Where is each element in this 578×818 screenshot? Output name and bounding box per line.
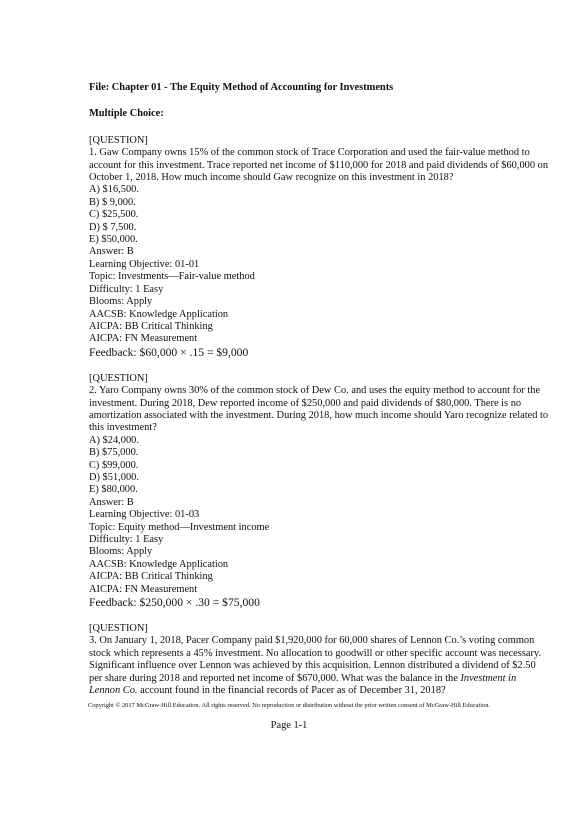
question-text-end: account found in the financial records of Pacer as of December 31, 2018? (137, 685, 446, 697)
answer-option-a: A) $24,000. (89, 434, 139, 446)
answer-key: Answer: B (89, 496, 134, 508)
feedback: Feedback: $60,000 × .15 = $9,000 (89, 345, 249, 359)
answer-key: Answer: B (89, 246, 134, 258)
section-heading: Multiple Choice: (89, 108, 164, 120)
aicpa-fn: AICPA: FN Measurement (89, 583, 198, 595)
answer-option-d: D) $ 7,500. (89, 221, 137, 233)
answer-option-d: D) $51,000. (89, 471, 139, 483)
account-name-italic: Investment in Lennon Co. (89, 672, 517, 697)
topic: Topic: Equity method—Investment income (89, 521, 270, 533)
topic: Topic: Investments—Fair-value method (89, 271, 255, 283)
feedback: Feedback: $250,000 × .30 = $75,000 (89, 596, 260, 610)
question-block-1 (89, 135, 549, 360)
file-title: File: Chapter 01 - The Equity Method of Accounting for Investments (89, 82, 394, 93)
answer-option-b: B) $ 9,000. (89, 196, 136, 208)
aacsb: AACSB: Knowledge Application (89, 308, 229, 320)
question-tag: [QUESTION] (89, 623, 148, 635)
answer-option-c: C) $25,500. (89, 209, 139, 221)
page-number: Page 1-1 (270, 720, 308, 731)
difficulty: Difficulty: 1 Easy (89, 283, 164, 295)
answer-option-c: C) $99,000. (89, 459, 139, 471)
question-text (89, 635, 549, 697)
question-block-2 (89, 373, 549, 610)
aicpa-bb: AICPA: BB Critical Thinking (89, 320, 213, 332)
blooms: Blooms: Apply (89, 546, 153, 558)
blooms: Blooms: Apply (89, 296, 153, 308)
aacsb: AACSB: Knowledge Application (89, 558, 229, 570)
page-content (89, 82, 549, 710)
question-tag: [QUESTION] (89, 372, 148, 384)
question-text: 1. Gaw Company owns 15% of the common stock of Trace Corporation and used the fair-value method to account for this investment. Trace reported net income of $110,000 for 2018 and paid dividends of $60,000 on October 1, 2018. How much income should Gaw recognize on this investment in 2018? (89, 147, 549, 184)
answer-option-e: E) $80,000. (89, 484, 138, 496)
answer-option-e: E) $50,000. (89, 234, 138, 246)
question-text: 2. Yaro Company owns 30% of the common stock of Dew Co. and uses the equity method to account for the investment. During 2018, Dew reported income of $250,000 and paid dividends of $80,000. There is no amortization associated with the investment. During 2018, how much income should Yaro recognize related to this investment? (89, 385, 549, 434)
aicpa-fn: AICPA: FN Measurement (89, 333, 198, 345)
answer-option-a: A) $16,500. (89, 184, 139, 196)
question-text-start: 3. On January 1, 2018, Pacer Company paid $1,920,000 for 60,000 shares of Lennon Co.’s voting common stock which represents a 45% investment. No allocation to goodwill or other specific account was necessary. Significant influence over Lennon was achieved by this acquisition. Lennon distributed a dividend of $2.50 per share during 2018 and reported net income of $670,000. What was the balance in the (89, 635, 542, 684)
difficulty: Difficulty: 1 Easy (89, 534, 164, 545)
aicpa-bb: AICPA: BB Critical Thinking (89, 571, 213, 583)
question-block-3 (89, 623, 549, 697)
answer-option-b: B) $75,000. (89, 447, 139, 459)
learning-objective: Learning Objective: 01-01 (89, 258, 200, 270)
question-tag: [QUESTION] (89, 134, 148, 146)
copyright-footer: Copyright © 2017 McGraw-Hill Education. All rights reserved. No reproduction or distribution without the prior written consent of McGraw-Hill Education. (87, 702, 491, 709)
learning-objective: Learning Objective: 01-03 (89, 509, 200, 521)
